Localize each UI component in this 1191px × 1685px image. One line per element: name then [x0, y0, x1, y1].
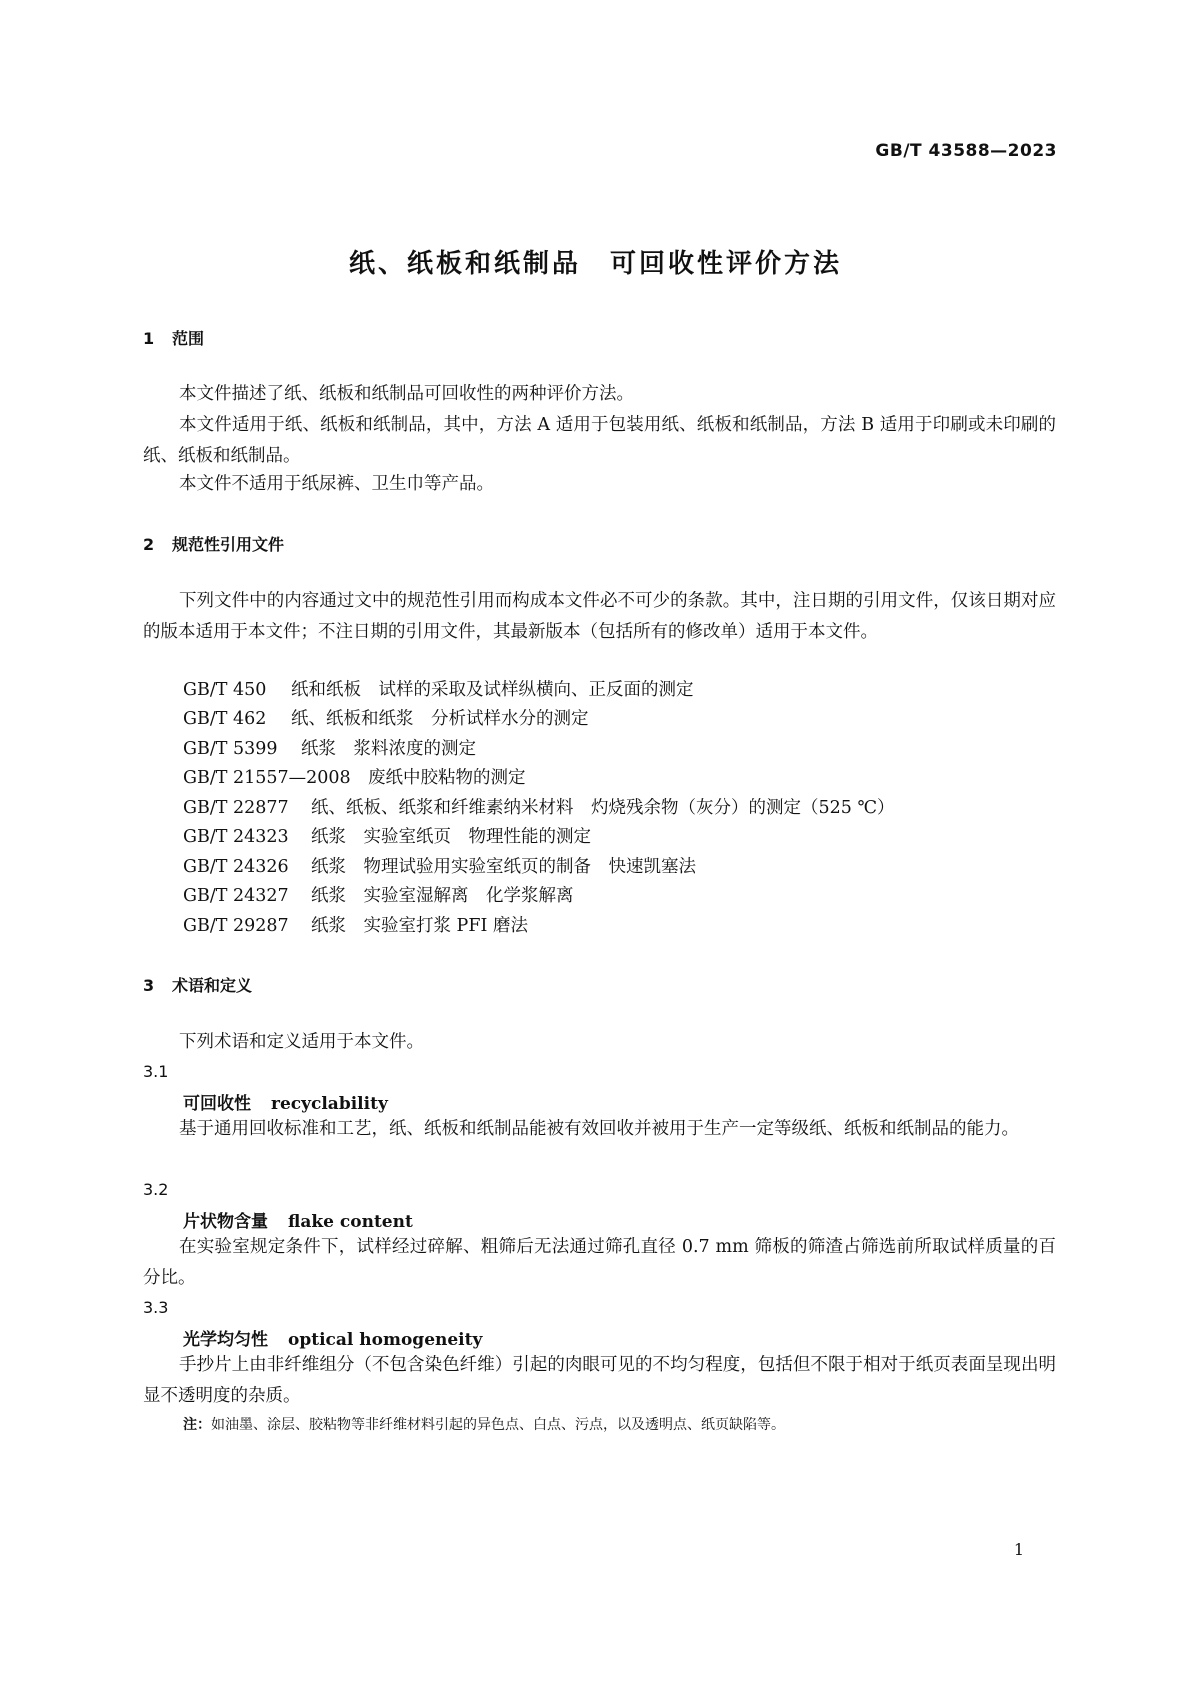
reference-code: GB/T 24327	[183, 886, 289, 906]
reference-item	[183, 734, 476, 765]
reference-title: 纸浆 实验室打浆 PFI 磨法	[311, 916, 528, 936]
reference-title: 纸、纸板和纸浆 分析试样水分的测定	[291, 709, 589, 729]
reference-code: GB/T 5399	[183, 739, 278, 759]
reference-title: 纸、纸板、纸浆和纤维素纳米材料 灼烧残余物（灰分）的测定（525 ℃）	[311, 798, 895, 818]
standard-number: GB/T 43588—2023	[875, 141, 1057, 161]
term-heading	[183, 1207, 413, 1232]
term-number: 3.3	[143, 1298, 169, 1317]
section-3-heading	[143, 973, 252, 996]
section-number: 3	[143, 976, 155, 995]
term-zh: 可回收性	[183, 1094, 251, 1114]
reference-code: GB/T 24323	[183, 827, 289, 847]
note	[183, 1414, 785, 1434]
reference-code: GB/T 21557—2008	[183, 768, 351, 788]
term-heading	[183, 1089, 388, 1114]
section-number: 2	[143, 535, 155, 554]
note-text: 如油墨、涂层、胶粘物等非纤维材料引起的异色点、白点、污点，以及透明点、纸页缺陷等。	[211, 1417, 785, 1433]
paragraph: 下列文件中的内容通过文中的规范性引用而构成本文件必不可少的条款。其中，注日期的引用文件，仅该日期对应的版本适用于本文件；不注日期的引用文件，其最新版本（包括所有的修改单）适用于本文件。	[143, 591, 1056, 642]
term-en: recyclability	[271, 1094, 388, 1114]
section-title: 术语和定义	[172, 976, 253, 995]
page-number: 1	[1013, 1540, 1024, 1559]
section-title: 范围	[172, 329, 205, 348]
paragraph: 本文件适用于纸、纸板和纸制品，其中，方法 A 适用于包装用纸、纸板和纸制品，方法 B 适用于印刷或未印刷的纸、纸板和纸制品。	[143, 415, 1056, 466]
term-definition: 在实验室规定条件下，试样经过碎解、粗筛后无法通过筛孔直径 0.7 mm 筛板的筛渣占筛选前所取试样质量的百分比。	[143, 1237, 1056, 1288]
term-number: 3.2	[143, 1180, 169, 1199]
reference-code: GB/T 29287	[183, 916, 289, 936]
section-2-heading	[143, 532, 284, 555]
document-title: 纸、纸板和纸制品 可回收性评价方法	[348, 249, 842, 279]
section-title: 规范性引用文件	[172, 535, 285, 554]
paragraph: 本文件描述了纸、纸板和纸制品可回收性的两种评价方法。	[179, 384, 634, 404]
reference-item	[183, 911, 528, 942]
reference-item	[183, 881, 574, 912]
term-zh: 片状物含量	[183, 1212, 268, 1232]
term-en: flake content	[288, 1212, 413, 1232]
reference-item	[183, 704, 589, 735]
term-zh: 光学均匀性	[183, 1330, 268, 1350]
term-heading	[183, 1325, 482, 1350]
reference-title: 纸浆 物理试验用实验室纸页的制备 快速凯塞法	[311, 857, 696, 877]
reference-title: 纸浆 实验室纸页 物理性能的测定	[311, 827, 591, 847]
reference-item	[183, 822, 591, 853]
reference-title: 纸浆 浆料浓度的测定	[301, 739, 476, 759]
term-number: 3.1	[143, 1062, 169, 1081]
reference-item	[183, 852, 696, 883]
reference-code: GB/T 22877	[183, 798, 289, 818]
reference-item	[183, 675, 694, 706]
term-definition: 基于通用回收标准和工艺，纸、纸板和纸制品能被有效回收并被用于生产一定等级纸、纸板和纸制品的能力。	[179, 1119, 1019, 1139]
reference-code: GB/T 450	[183, 680, 267, 700]
paragraph: 本文件不适用于纸尿裤、卫生巾等产品。	[179, 474, 494, 494]
reference-title: 纸和纸板 试样的采取及试样纵横向、正反面的测定	[291, 680, 694, 700]
reference-item	[183, 763, 526, 794]
reference-code: GB/T 462	[183, 709, 267, 729]
term-definition: 手抄片上由非纤维组分（不包含染色纤维）引起的肉眼可见的不均匀程度，包括但不限于相对于纸页表面呈现出明显不透明度的杂质。	[143, 1355, 1056, 1406]
reference-title: 纸浆 实验室湿解离 化学浆解离	[311, 886, 574, 906]
reference-code: GB/T 24326	[183, 857, 289, 877]
reference-item	[183, 793, 895, 824]
reference-title: 废纸中胶粘物的测定	[368, 768, 526, 788]
term-en: optical homogeneity	[288, 1330, 483, 1350]
section-number: 1	[143, 329, 155, 348]
note-label: 注：	[183, 1417, 211, 1433]
section-1-heading	[143, 326, 204, 349]
paragraph: 下列术语和定义适用于本文件。	[179, 1032, 424, 1052]
